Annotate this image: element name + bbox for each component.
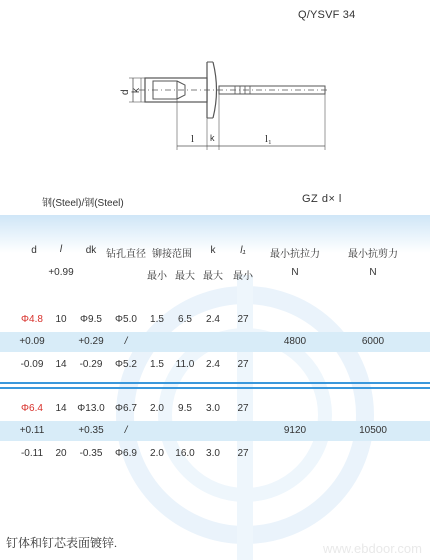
cell-tensile: 9120 <box>283 425 307 436</box>
k-dim-label: k <box>131 88 142 93</box>
cell-l1: 27 <box>237 314 249 325</box>
d-dim-label: d <box>120 89 131 95</box>
cell-l: 14 <box>55 403 67 414</box>
cell-dk: +0.35 <box>78 425 104 436</box>
header-grip-range: 铆接范围 <box>152 249 192 260</box>
cell-grip-max: 16.0 <box>175 448 195 459</box>
header-l1: l₁ <box>240 245 246 256</box>
header-d: d <box>31 245 37 256</box>
cell-tensile: 4800 <box>283 336 307 347</box>
cell-dk: Φ13.0 <box>77 403 105 414</box>
group-separator <box>0 382 430 384</box>
cell-dk: -0.29 <box>79 359 103 370</box>
cell-d: -0.09 <box>20 359 44 370</box>
cell-grip-min: 1.5 <box>150 359 164 370</box>
header-k-max: 最大 <box>203 271 223 282</box>
header-l-tolerance: +0.99 <box>48 267 74 278</box>
cell-grip-max: 11.0 <box>175 359 195 370</box>
cell-l1: 27 <box>237 359 249 370</box>
cell-d: +0.11 <box>19 425 45 436</box>
cell-hole: Φ5.2 <box>115 359 137 370</box>
cell-l: 10 <box>55 314 67 325</box>
header-shear-unit: N <box>369 267 377 278</box>
cell-grip-min: 2.0 <box>150 403 164 414</box>
group-separator <box>0 387 430 389</box>
material-label: 钢(Steel)/钢(Steel) <box>42 198 124 209</box>
site-watermark: www.ebdoor.com <box>323 541 422 556</box>
cell-grip-max: 6.5 <box>178 314 192 325</box>
l-dim-label: l <box>191 133 195 145</box>
cell-grip-min: 2.0 <box>150 448 164 459</box>
cell-l1: 27 <box>237 403 249 414</box>
cell-hole: / <box>124 336 128 347</box>
cell-hole: / <box>124 425 128 436</box>
cell-k: 3.0 <box>206 403 220 414</box>
header-l1-min: 最小 <box>233 271 253 282</box>
cell-dk: +0.29 <box>78 336 104 347</box>
header-hole-dia: 钻孔直径 <box>106 249 146 260</box>
cell-k: 2.4 <box>206 359 220 370</box>
cell-hole: Φ6.9 <box>115 448 137 459</box>
cell-l: 20 <box>55 448 67 459</box>
cell-k: 3.0 <box>206 448 220 459</box>
standard-code: Q/YSVF 34 <box>298 9 356 21</box>
header-grip-min: 最小 <box>147 271 167 282</box>
cell-shear: 10500 <box>359 425 387 436</box>
cell-l: 14 <box>55 359 67 370</box>
header-k: k <box>210 245 216 256</box>
cell-d: Φ4.8 <box>21 314 43 325</box>
header-shear: 最小抗剪力 <box>348 249 398 260</box>
header-tensile: 最小抗拉力 <box>270 249 320 260</box>
header-grip-max: 最大 <box>175 271 195 282</box>
cell-grip-max: 9.5 <box>178 403 192 414</box>
header-l: l <box>59 244 63 255</box>
cell-d: Φ6.4 <box>21 403 43 414</box>
l1-dim-label: l₁ <box>265 133 272 145</box>
cell-dk: -0.35 <box>79 448 103 459</box>
cell-shear: 6000 <box>361 336 385 347</box>
header-tensile-unit: N <box>291 267 299 278</box>
cell-grip-min: 1.5 <box>150 314 164 325</box>
header-dk: dk <box>85 245 97 256</box>
cell-k: 2.4 <box>206 314 220 325</box>
rivet-drawing <box>115 50 335 155</box>
cell-l1: 27 <box>237 448 249 459</box>
cell-dk: Φ9.5 <box>80 314 102 325</box>
cell-hole: Φ6.7 <box>115 403 137 414</box>
cell-hole: Φ5.0 <box>115 314 137 325</box>
cell-d: +0.09 <box>19 336 45 347</box>
cell-d: -0.11 <box>20 448 44 459</box>
k-small-label: k <box>210 133 215 143</box>
surface-note: 钉体和钉芯表面镀锌. <box>6 536 118 550</box>
designation-formula: GZ d× l <box>302 193 342 205</box>
